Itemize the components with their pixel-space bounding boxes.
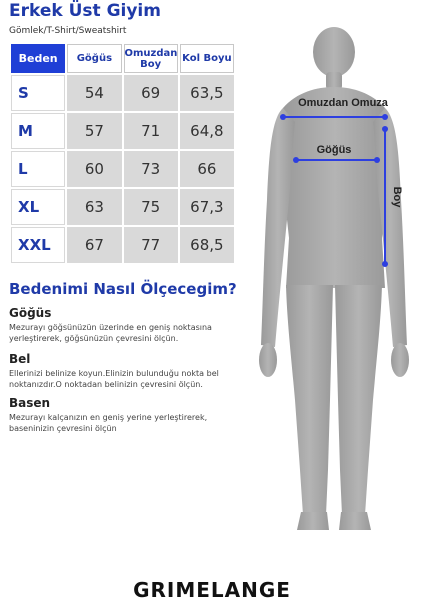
- chest-cell: 54: [67, 75, 121, 111]
- length-cell: 69: [124, 75, 178, 111]
- size-cell: M: [11, 113, 65, 149]
- table-row: [11, 189, 234, 225]
- shoulder-end-marker: [382, 114, 388, 120]
- header-size: Beden: [11, 44, 65, 73]
- table-row: [11, 227, 234, 263]
- page-subtitle: Gömlek/T-Shirt/Sweatshirt: [9, 26, 127, 36]
- section-hips-heading: Basen: [9, 396, 51, 410]
- length-end-marker: [382, 261, 388, 267]
- section-hips-text: Mezurayı kalçanızın en geniş yerine yerleştirerek, baseninizin çevresini ölçün: [9, 413, 208, 433]
- chest-label: Göğüs: [316, 144, 352, 156]
- sleeve-cell: 66: [180, 151, 234, 187]
- table-row: [11, 75, 234, 111]
- length-cell: 77: [124, 227, 178, 263]
- header-chest: Göğüs: [67, 44, 121, 73]
- length-cell: 75: [124, 189, 178, 225]
- chest-cell: 57: [67, 113, 121, 149]
- chest-cell: 67: [67, 227, 121, 263]
- size-cell: S: [11, 75, 65, 111]
- shoulder-label: Omuzdan Omuza: [298, 97, 388, 109]
- page-title: Erkek Üst Giyim: [9, 1, 161, 21]
- chest-start-marker: [293, 157, 299, 163]
- chest-cell: 63: [67, 189, 121, 225]
- sleeve-cell: 63,5: [180, 75, 234, 111]
- section-waist-text: Ellerinizi belinize koyun.Elinizin bulunduğu nokta bel noktanızdır.O noktadan belinizin çevresini ölçün.: [9, 369, 219, 389]
- sleeve-cell: 64,8: [180, 113, 234, 149]
- chest-end-marker: [374, 157, 380, 163]
- sleeve-cell: 68,5: [180, 227, 234, 263]
- length-start-marker: [382, 126, 388, 132]
- section-chest-heading: Göğüs: [9, 306, 52, 320]
- header-sleeve: Kol Boyu: [180, 44, 234, 73]
- size-cell: L: [11, 151, 65, 187]
- section-chest-text: Mezurayı göğsünüzün üzerinde en geniş noktasına yerleştirerek, göğsünüzün çevresini ölçün.: [9, 323, 212, 343]
- brand-logo: GRIMELANGE: [133, 578, 291, 602]
- section-waist-heading: Bel: [9, 352, 31, 366]
- chest-cell: 60: [67, 151, 121, 187]
- header-length: Omuzdan Boy: [124, 44, 178, 73]
- size-cell: XXL: [11, 227, 65, 263]
- table-row: [11, 151, 234, 187]
- howto-title: Bedenimi Nasıl Ölçecegim?: [9, 280, 237, 298]
- length-cell: 73: [124, 151, 178, 187]
- size-cell: XL: [11, 189, 65, 225]
- sleeve-cell: 67,3: [180, 189, 234, 225]
- length-label: Boy: [391, 186, 403, 208]
- size-table: [9, 42, 236, 265]
- body-figure: [237, 0, 424, 560]
- length-cell: 71: [124, 113, 178, 149]
- table-row: [11, 113, 234, 149]
- table-header-row: [11, 44, 234, 73]
- shoulder-start-marker: [280, 114, 286, 120]
